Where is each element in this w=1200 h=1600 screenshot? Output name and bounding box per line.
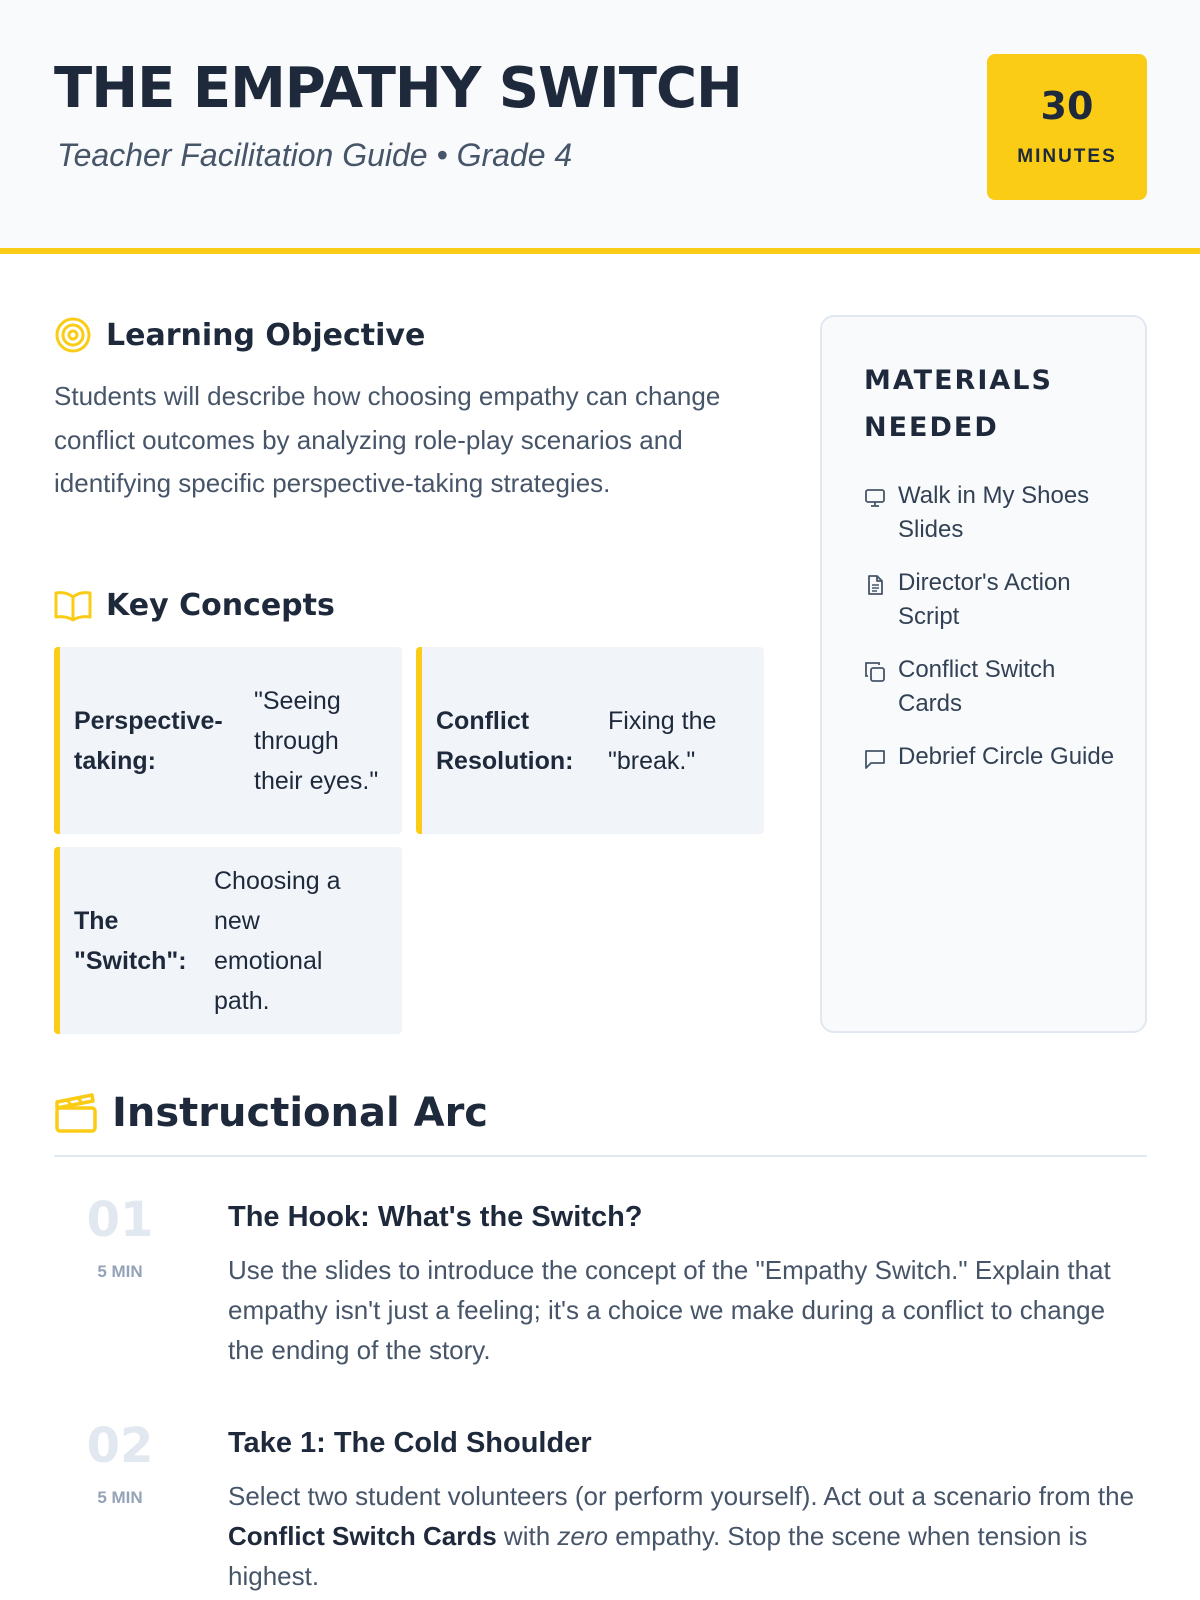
concepts-heading — [54, 588, 335, 623]
concept-card — [54, 847, 402, 1034]
target-icon — [54, 316, 92, 354]
step-description: Use the slides to introduce the concept of the "Empathy Switch." Explain that empathy isn't just a feeling; it's a choice we make during a conflict to change the ending of the story. — [228, 1255, 1111, 1365]
materials-panel — [820, 315, 1147, 1033]
step-text-bold: Conflict Switch Cards — [228, 1521, 497, 1551]
materials-item-label: Walk in My Shoes Slides — [898, 482, 1090, 543]
materials-item — [864, 653, 1118, 721]
clapperboard-icon — [54, 1092, 98, 1134]
materials-item — [864, 566, 1118, 634]
arc-divider — [54, 1155, 1147, 1157]
concept-term: Conflict Resolution: — [436, 706, 574, 775]
chat-bubble-icon — [864, 748, 886, 770]
concept-definition: "Seeing through their eyes." — [254, 686, 379, 795]
materials-item-label: Debrief Circle Guide — [898, 743, 1115, 770]
concept-term: Perspective-taking: — [74, 706, 223, 775]
duration-value: 30 — [1040, 84, 1094, 128]
materials-heading: MATERIALS NEEDED — [864, 365, 1053, 443]
step-number: 02 — [86, 1418, 154, 1474]
page-header — [0, 0, 1200, 254]
step-title: The Hook: What's the Switch? — [228, 1201, 643, 1233]
materials-item — [864, 740, 1118, 774]
copy-cards-icon — [864, 661, 886, 683]
page-subtitle: Teacher Facilitation Guide • Grade 4 — [57, 137, 573, 173]
concept-term: The "Switch": — [74, 906, 187, 975]
step-number: 01 — [86, 1192, 154, 1248]
materials-item-label: Conflict Switch Cards — [898, 656, 1056, 717]
step-text: empathy. Stop the scene when tension is highest. — [228, 1521, 1088, 1591]
materials-item-label: Director's Action Script — [898, 569, 1071, 630]
objective-heading — [54, 316, 425, 354]
arc-heading-text: Instructional Arc — [112, 1090, 489, 1136]
monitor-icon — [864, 487, 886, 509]
arc-heading — [54, 1090, 488, 1136]
duration-unit: MINUTES — [1017, 146, 1117, 167]
step-description — [228, 1476, 1148, 1596]
step-title: Take 1: The Cold Shoulder — [228, 1427, 592, 1459]
open-book-icon — [54, 589, 92, 623]
concepts-heading-text: Key Concepts — [106, 588, 335, 623]
materials-item — [864, 479, 1118, 547]
concept-definition: Fixing the "break." — [608, 706, 717, 775]
objective-heading-text: Learning Objective — [106, 317, 426, 353]
step-text: with — [496, 1521, 558, 1551]
document-icon — [864, 574, 886, 596]
duration-badge — [987, 54, 1147, 200]
page-title: THE EMPATHY SWITCH — [54, 56, 742, 121]
step-text-italic: zero — [557, 1521, 608, 1551]
objective-text: Students will describe how choosing empathy can change conflict outcomes by analyzing role-play scenarios and identifying specific perspective-taking strategies. — [54, 381, 721, 498]
step-text: Select two student volunteers (or perform yourself). Act out a scenario from the — [228, 1481, 1135, 1511]
step-duration: 5 MIN — [97, 1262, 143, 1281]
concept-card — [416, 647, 764, 834]
concept-definition: Choosing a new emotional path. — [214, 866, 341, 1015]
concept-card — [54, 647, 402, 834]
step-duration: 5 MIN — [97, 1488, 143, 1507]
